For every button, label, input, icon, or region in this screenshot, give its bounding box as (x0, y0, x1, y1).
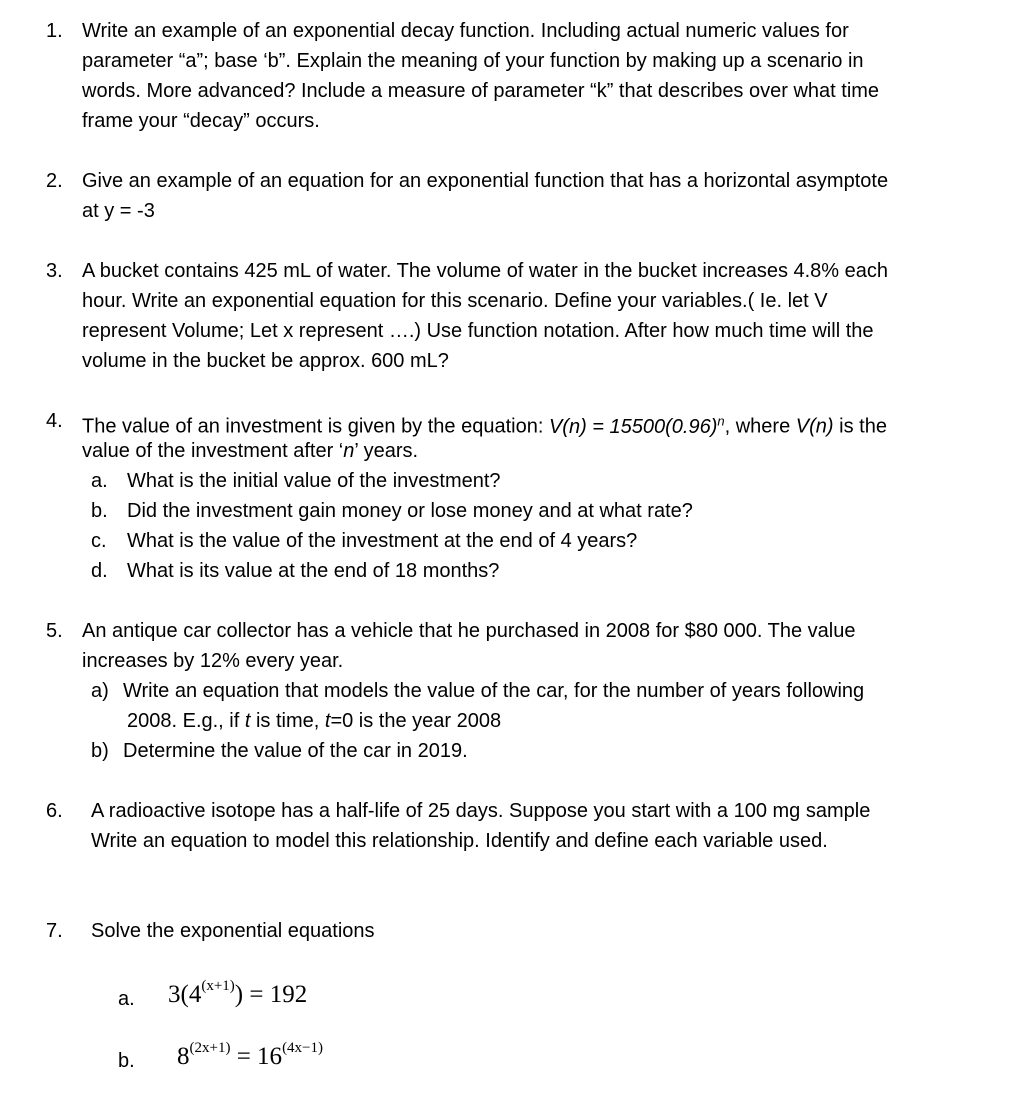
part-text: Determine the value of the car in 2019. (123, 740, 468, 762)
question-text-line: represent Volume; Let x represent ….) Use function notation. After how much time will the (82, 320, 874, 342)
part-text: Did the investment gain money or lose money and at what rate? (127, 500, 693, 522)
question-text-line: frame your “decay” occurs. (82, 110, 320, 132)
question-number: 2. (46, 170, 63, 192)
part-label: b) (91, 740, 109, 762)
part-label: b. (91, 500, 108, 522)
question-text-line: An antique car collector has a vehicle that he purchased in 2008 for $80 000. The value (82, 620, 856, 642)
question-text-line: Solve the exponential equations (91, 920, 375, 942)
question-text-line: A bucket contains 425 mL of water. The volume of water in the bucket increases 4.8% each (82, 260, 889, 282)
question-number: 4. (46, 410, 63, 432)
part-label: c. (91, 530, 107, 552)
part-text (127, 706, 501, 736)
investment-equation (548, 413, 725, 438)
question-text-line: Write an equation to model this relationship. Identify and define each variable used. (91, 830, 828, 852)
part-label: a) (91, 680, 109, 702)
question-text-line: increases by 12% every year. (82, 650, 344, 672)
variable-n: n (343, 440, 355, 462)
question-number: 1. (46, 20, 63, 42)
question-text: ’ years. (354, 440, 419, 462)
question-number: 6. (46, 800, 63, 822)
equation-exponent: (4x−1) (282, 1039, 324, 1056)
equation-b (177, 1039, 324, 1072)
question-number: 3. (46, 260, 63, 282)
part-text: What is its value at the end of 18 months? (127, 560, 500, 582)
question-number: 5. (46, 620, 63, 642)
variable-t: t (244, 710, 251, 732)
part-text: Write an equation that models the value of the car, for the number of years following (123, 680, 865, 702)
part-label: b. (118, 1050, 135, 1072)
equation-exponent: n (717, 413, 725, 428)
question-text: The value of an investment is given by the equation: (82, 415, 549, 438)
equation-text: V(n) = 15500(0.96) (548, 415, 718, 438)
variable-t: t (324, 710, 331, 732)
question-text-line (82, 436, 418, 466)
equation-base: 8 (177, 1043, 190, 1070)
equation-a (168, 977, 308, 1010)
part-text: What is the initial value of the investment? (127, 470, 501, 492)
equation-exponent: (x+1) (201, 977, 235, 994)
question-text-line: volume in the bucket be approx. 600 mL? (82, 350, 449, 372)
question-text-line: hour. Write an exponential equation for this scenario. Define your variables.( Ie. let V (82, 290, 828, 312)
question-number: 7. (46, 920, 63, 942)
equation-base: 3(4 (168, 981, 202, 1008)
part-label: a. (118, 988, 135, 1010)
question-text-line: words. More advanced? Include a measure of parameter “k” that describes over what time (82, 80, 880, 102)
question-text-line: A radioactive isotope has a half-life of 25 days. Suppose you start with a 100 mg sample (91, 800, 871, 822)
equation-rest: ) = 192 (234, 981, 308, 1008)
part-text: What is the value of the investment at the end of 4 years? (127, 530, 638, 552)
question-text-line: Give an example of an equation for an exponential function that has a horizontal asymptote (82, 170, 889, 192)
part-text-segment: =0 is the year 2008 (330, 710, 502, 732)
part-label: d. (91, 560, 108, 582)
question-text: value of the investment after ‘ (82, 440, 344, 462)
equation-rest: = 16 (230, 1043, 283, 1070)
part-text-segment: is time, (250, 710, 325, 732)
question-text: is the (833, 415, 887, 438)
question-text-line: parameter “a”; base ‘b”. Explain the meaning of your function by making up a scenario in (82, 50, 864, 72)
question-text-line: Write an example of an exponential decay function. Including actual numeric values for (82, 20, 849, 42)
equation-exponent: (2x+1) (189, 1039, 231, 1056)
question-text: , where (724, 415, 796, 438)
question-text-line: at y = -3 (82, 200, 155, 222)
part-text-segment: 2008. E.g., if (127, 710, 245, 732)
function-name: V(n) (795, 415, 834, 438)
part-label: a. (91, 470, 108, 492)
